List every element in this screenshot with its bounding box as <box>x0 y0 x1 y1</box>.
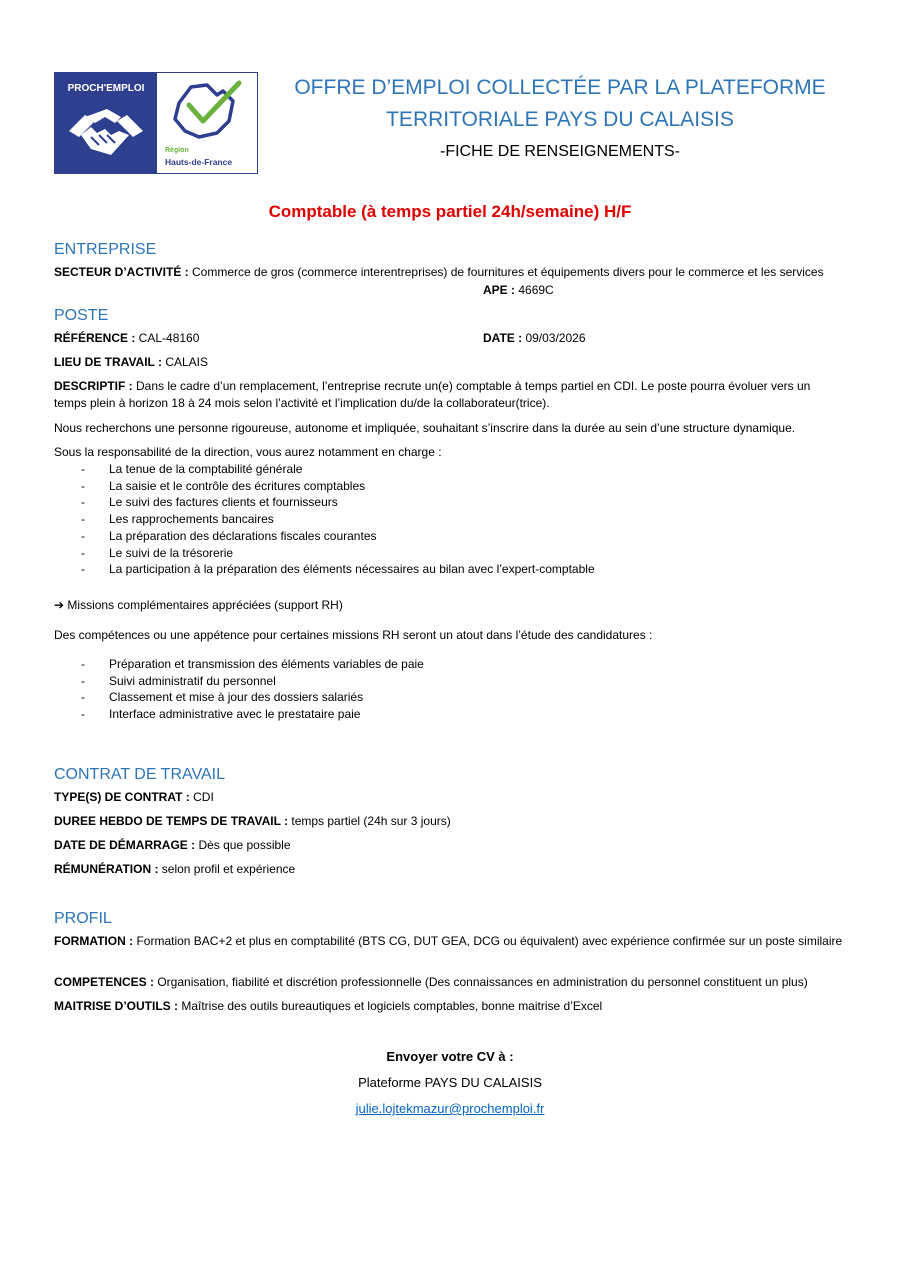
missions-text: Missions complémentaires appréciées (support RH) <box>67 598 343 612</box>
type-contrat-label: TYPE(S) DE CONTRAT : <box>54 790 190 804</box>
handshake-icon <box>55 73 157 175</box>
region-map-check-icon <box>157 73 257 145</box>
descriptif-paragraph-2: Nous recherchons une personne rigoureuse, autonome et impliquée, souhaitant s’inscrire dans la durée au sein d’une structure dynamique. <box>54 421 796 435</box>
reference-value: CAL-48160 <box>135 331 200 345</box>
date <box>483 330 783 347</box>
date-demarrage <box>54 837 844 854</box>
list-item: - Suivi administratif du personnel <box>81 673 276 688</box>
list-item: - Interface administrative avec le prestataire paie <box>81 707 361 722</box>
arrow-right-icon: ➔ <box>54 598 65 612</box>
missions-complementaires <box>54 597 844 614</box>
list-item: - Classement et mise à jour des dossiers salariés <box>81 690 364 705</box>
descriptif-value: Dans le cadre d’un remplacement, l’entreprise recrute un(e) comptable à temps partiel en CDI. Le poste pourra évoluer vers un temps plein à horizon 18 à 24 mois selon l’activité et l’implication du/de la collaborateur(trice). <box>54 379 811 410</box>
demarrage-label: DATE DE DÉMARRAGE : <box>54 838 196 852</box>
header-subtitle: -FICHE DE RENSEIGNEMENTS- <box>439 143 680 160</box>
date-value: 09/03/2026 <box>522 331 586 345</box>
list-item: - Le suivi de la trésorerie <box>81 545 234 560</box>
rh-task-list <box>54 656 844 723</box>
list-item: - Le suivi des factures clients et fournisseurs <box>81 495 338 510</box>
section-heading-contrat: CONTRAT DE TRAVAIL <box>54 766 225 783</box>
descriptif-label: DESCRIPTIF : <box>54 379 133 393</box>
ape-label: APE : <box>483 283 516 297</box>
logo-brand-text: PROCH'EMPLOI <box>67 83 145 94</box>
prochemploi-logo <box>54 72 258 174</box>
duree-value: temps partiel (24h sur 3 jours) <box>288 814 451 828</box>
list-item: - La préparation des déclarations fiscales courantes <box>81 528 377 543</box>
rh-intro: Des compétences ou une appétence pour certaines missions RH seront un atout dans l’étude des candidatures : <box>54 628 653 642</box>
type-contrat <box>54 789 844 806</box>
region-logo-panel <box>157 73 257 173</box>
prochemploi-brand-panel <box>55 73 157 173</box>
job-title: Comptable (à temps partiel 24h/semaine) H/F <box>268 202 632 221</box>
formation-value: Formation BAC+2 et plus en comptabilité (BTS CG, DUT GEA, DCG ou équivalent) avec expérience confirmée sur un poste similaire <box>133 934 843 948</box>
header-title-line1: OFFRE D’EMPLOI COLLECTÉE PAR LA PLATEFORME <box>294 76 826 99</box>
list-item: - Les rapprochements bancaires <box>81 512 274 527</box>
formation-label: FORMATION : <box>54 934 134 948</box>
secteur-value: Commerce de gros (commerce interentreprises) de fournitures et équipements divers pour le commerce et les services <box>188 265 824 279</box>
ape-value: 4669C <box>515 283 554 297</box>
duree-label: DUREE HEBDO DE TEMPS DE TRAVAIL : <box>54 814 289 828</box>
contact-email-link[interactable]: julie.lojtekmazur@prochemploi.fr <box>355 1101 545 1116</box>
lieu-label: LIEU DE TRAVAIL : <box>54 355 162 369</box>
competences-label: COMPETENCES : <box>54 975 155 989</box>
competences-value: Organisation, fiabilité et discrétion professionnelle (Des connaissances en administration du personnel constituent un plus) <box>154 975 808 989</box>
remuneration-label: RÉMUNÉRATION : <box>54 862 159 876</box>
list-item: - Préparation et transmission des éléments variables de paie <box>81 657 424 671</box>
secteur-label: SECTEUR D’ACTIVITÉ : <box>54 265 189 279</box>
date-label: DATE : <box>483 331 523 345</box>
lieu-value: CALAIS <box>162 355 209 369</box>
outils-label: MAITRISE D’OUTILS : <box>54 999 178 1013</box>
section-heading-profil: PROFIL <box>54 910 112 927</box>
list-item: - La tenue de la comptabilité générale <box>81 462 303 476</box>
type-contrat-value: CDI <box>189 790 214 804</box>
duree-hebdo <box>54 813 844 830</box>
remuneration <box>54 861 844 878</box>
ape-code <box>483 282 783 299</box>
secteur-activite <box>54 264 844 281</box>
remuneration-value: selon profil et expérience <box>158 862 296 876</box>
section-heading-entreprise: ENTREPRISE <box>54 241 157 258</box>
formation <box>54 933 844 950</box>
maitrise-outils <box>54 998 844 1015</box>
lieu-de-travail <box>54 354 844 371</box>
descriptif <box>54 378 844 412</box>
list-item: - La saisie et le contrôle des écritures comptables <box>81 478 366 493</box>
send-cv-label: Envoyer votre CV à : <box>386 1049 514 1064</box>
contact-email-line <box>0 1101 900 1116</box>
header-title-line2: TERRITORIALE PAYS DU CALAISIS <box>386 108 734 131</box>
outils-value: Maîtrise des outils bureautiques et logiciels comptables, bonne maitrise d’Excel <box>178 999 603 1013</box>
region-label: Région <box>165 147 189 154</box>
descriptif-paragraph-3: Sous la responsabilité de la direction, vous aurez notamment en charge : <box>54 445 442 459</box>
region-name: Hauts-de-France <box>165 157 233 167</box>
task-list <box>54 461 844 578</box>
platform-name: Plateforme PAYS DU CALAISIS <box>358 1075 542 1090</box>
reference <box>54 330 454 347</box>
section-heading-poste: POSTE <box>54 307 109 324</box>
competences <box>54 974 844 991</box>
demarrage-value: Dès que possible <box>195 838 291 852</box>
reference-label: RÉFÉRENCE : <box>54 331 136 345</box>
list-item: - La participation à la préparation des éléments nécessaires au bilan avec l’expert-comptable <box>81 562 595 577</box>
